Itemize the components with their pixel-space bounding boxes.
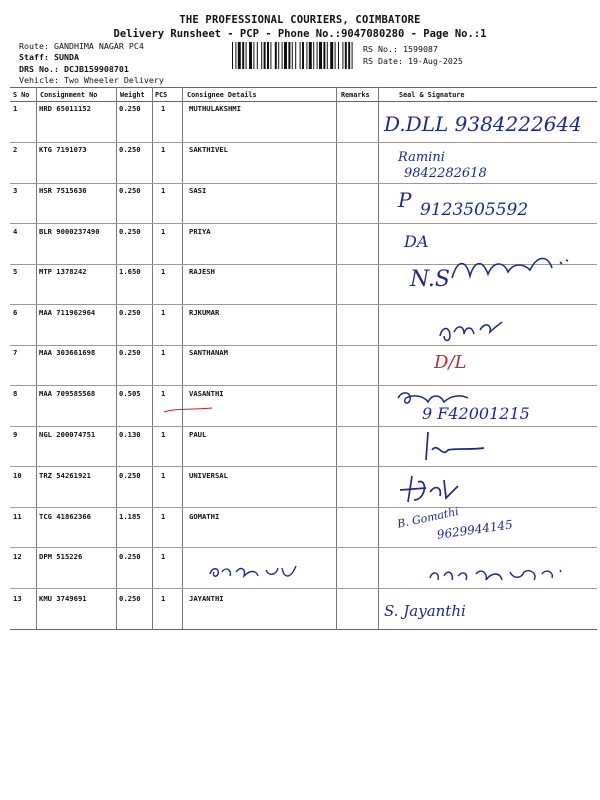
row-sno: 9 bbox=[13, 430, 18, 439]
row-sno: 5 bbox=[13, 267, 18, 276]
signature-scribble bbox=[420, 428, 490, 464]
row-consignee: RJKUMAR bbox=[189, 308, 220, 317]
row-separator bbox=[10, 466, 597, 467]
col-header-sno: S No bbox=[13, 91, 30, 99]
row-weight: 0.250 bbox=[119, 227, 141, 236]
row-separator bbox=[10, 385, 597, 386]
row-consignee: GOMATHI bbox=[189, 512, 220, 521]
row-consignment: MAA 709585568 bbox=[39, 389, 96, 398]
red-pen-mark bbox=[160, 400, 220, 420]
row-consignee: SASI bbox=[189, 186, 207, 195]
col-header-seal-signature: Seal & Signature bbox=[399, 91, 465, 99]
row-sno: 11 bbox=[13, 512, 22, 521]
row-sno: 2 bbox=[13, 145, 18, 154]
col-header-pcs: PCS bbox=[155, 91, 168, 99]
row-separator bbox=[10, 183, 597, 184]
row-sno: 8 bbox=[13, 389, 18, 398]
row-consignment: BLR 9000237490 bbox=[39, 227, 100, 236]
signature: DA bbox=[404, 232, 429, 251]
row-consignment: TCG 41862366 bbox=[39, 512, 91, 521]
row-pcs: 1 bbox=[161, 145, 166, 154]
row-sno: 4 bbox=[13, 227, 18, 236]
row-consignee: JAYANTHI bbox=[189, 594, 224, 603]
runsheet-subtitle: Delivery Runsheet - PCP - Phone No.:9047080280 - Page No.:1 bbox=[113, 28, 487, 40]
row-consignment: TRZ 54261921 bbox=[39, 471, 91, 480]
row-consignment: MAA 711962964 bbox=[39, 308, 96, 317]
row-consignee: UNIVERSAL bbox=[189, 471, 228, 480]
table-top-rule bbox=[10, 87, 597, 88]
row-pcs: 1 bbox=[161, 512, 166, 521]
row-consignment: KMU 3749691 bbox=[39, 594, 87, 603]
row-weight: 0.130 bbox=[119, 430, 141, 439]
row-consignment: HSR 7515636 bbox=[39, 186, 87, 195]
drs-number: DRS No.: DCJB159908701 bbox=[19, 64, 129, 74]
row-weight: 0.250 bbox=[119, 145, 141, 154]
barcode-image bbox=[232, 42, 355, 69]
row-separator bbox=[10, 547, 597, 548]
row-consignment: HRD 65011152 bbox=[39, 104, 91, 113]
row-separator bbox=[10, 345, 597, 346]
row-sno: 10 bbox=[13, 471, 22, 480]
table-bottom-rule bbox=[10, 629, 597, 630]
row-pcs: 1 bbox=[161, 227, 166, 236]
row-pcs: 1 bbox=[161, 348, 166, 357]
signature-phone: 9629944145 bbox=[436, 517, 514, 542]
signature-scribble bbox=[436, 318, 506, 346]
scribble-mark bbox=[448, 248, 578, 290]
signature: B. Gomathi bbox=[396, 505, 460, 531]
row-weight: 1.650 bbox=[119, 267, 141, 276]
row-weight: 0.250 bbox=[119, 471, 141, 480]
row-sno: 3 bbox=[13, 186, 18, 195]
row-separator bbox=[10, 507, 597, 508]
vehicle: Vehicle: Two Wheeler Delivery bbox=[19, 75, 164, 85]
row-consignee: SAKTHIVEL bbox=[189, 145, 228, 154]
table-header-rule bbox=[10, 101, 597, 102]
row-pcs: 1 bbox=[161, 308, 166, 317]
row-consignment: NGL 200074751 bbox=[39, 430, 96, 439]
row-weight: 0.505 bbox=[119, 389, 141, 398]
row-pcs: 1 bbox=[161, 430, 166, 439]
signature: S. Jayanthi bbox=[384, 602, 466, 620]
row-weight: 0.250 bbox=[119, 186, 141, 195]
row-consignment: MAA 303661698 bbox=[39, 348, 96, 357]
row-sno: 13 bbox=[13, 594, 22, 603]
row-sno: 12 bbox=[13, 552, 22, 561]
rs-number: RS No.: 1599087 bbox=[363, 44, 438, 54]
row-consignee: MUTHULAKSHMI bbox=[189, 104, 241, 113]
row-separator bbox=[10, 426, 597, 427]
row-separator bbox=[10, 304, 597, 305]
col-header-weight: Weight bbox=[120, 91, 145, 99]
company-title: THE PROFESSIONAL COURIERS, COIMBATORE bbox=[179, 14, 421, 26]
signature: D.DLL 9384222644 bbox=[384, 112, 582, 136]
row-pcs: 1 bbox=[161, 186, 166, 195]
row-consignee: RAJESH bbox=[189, 267, 215, 276]
row-consignee: SANTHANAM bbox=[189, 348, 228, 357]
signature-phone: 9123505592 bbox=[420, 200, 529, 220]
row-consignment: MTP 1378242 bbox=[39, 267, 87, 276]
row-consignment: KTG 7191073 bbox=[39, 145, 87, 154]
route: Route: GANDHIMA NAGAR PC4 bbox=[19, 41, 144, 51]
row-pcs: 1 bbox=[161, 552, 166, 561]
row-pcs: 1 bbox=[161, 471, 166, 480]
signature: Ramini bbox=[398, 150, 445, 165]
handwritten-consignee bbox=[206, 560, 302, 586]
signature-phone: 9842282618 bbox=[404, 166, 487, 181]
row-sno: 1 bbox=[13, 104, 18, 113]
row-pcs: 1 bbox=[161, 267, 166, 276]
row-weight: 0.250 bbox=[119, 104, 141, 113]
row-weight: 0.250 bbox=[119, 348, 141, 357]
staff: Staff: SUNDA bbox=[19, 52, 79, 62]
row-consignment: DPM 515226 bbox=[39, 552, 83, 561]
row-weight: 0.250 bbox=[119, 308, 141, 317]
signature-scribble bbox=[426, 564, 576, 590]
row-pcs: 1 bbox=[161, 104, 166, 113]
col-header-consignee: Consignee Details bbox=[187, 91, 257, 99]
row-separator bbox=[10, 223, 597, 224]
col-header-remarks: Remarks bbox=[341, 91, 370, 99]
signature-scribble bbox=[396, 470, 466, 506]
row-consignee: PAUL bbox=[189, 430, 207, 439]
row-weight: 0.250 bbox=[119, 594, 141, 603]
row-sno: 6 bbox=[13, 308, 18, 317]
row-pcs: 1 bbox=[161, 389, 166, 398]
rs-date: RS Date: 19-Aug-2025 bbox=[363, 56, 463, 66]
row-consignee: PRIYA bbox=[189, 227, 211, 236]
col-header-consignment: Consignment No bbox=[40, 91, 98, 99]
row-consignee: VASANTHI bbox=[189, 389, 224, 398]
row-separator bbox=[10, 142, 597, 143]
signature: N.S bbox=[410, 267, 450, 292]
signature: P bbox=[398, 188, 412, 212]
row-weight: 1.185 bbox=[119, 512, 141, 521]
signature-red: D/L bbox=[434, 352, 467, 373]
row-pcs: 1 bbox=[161, 594, 166, 603]
signature-phone: 9 F42001215 bbox=[422, 404, 530, 423]
row-sno: 7 bbox=[13, 348, 18, 357]
row-weight: 0.250 bbox=[119, 552, 141, 561]
